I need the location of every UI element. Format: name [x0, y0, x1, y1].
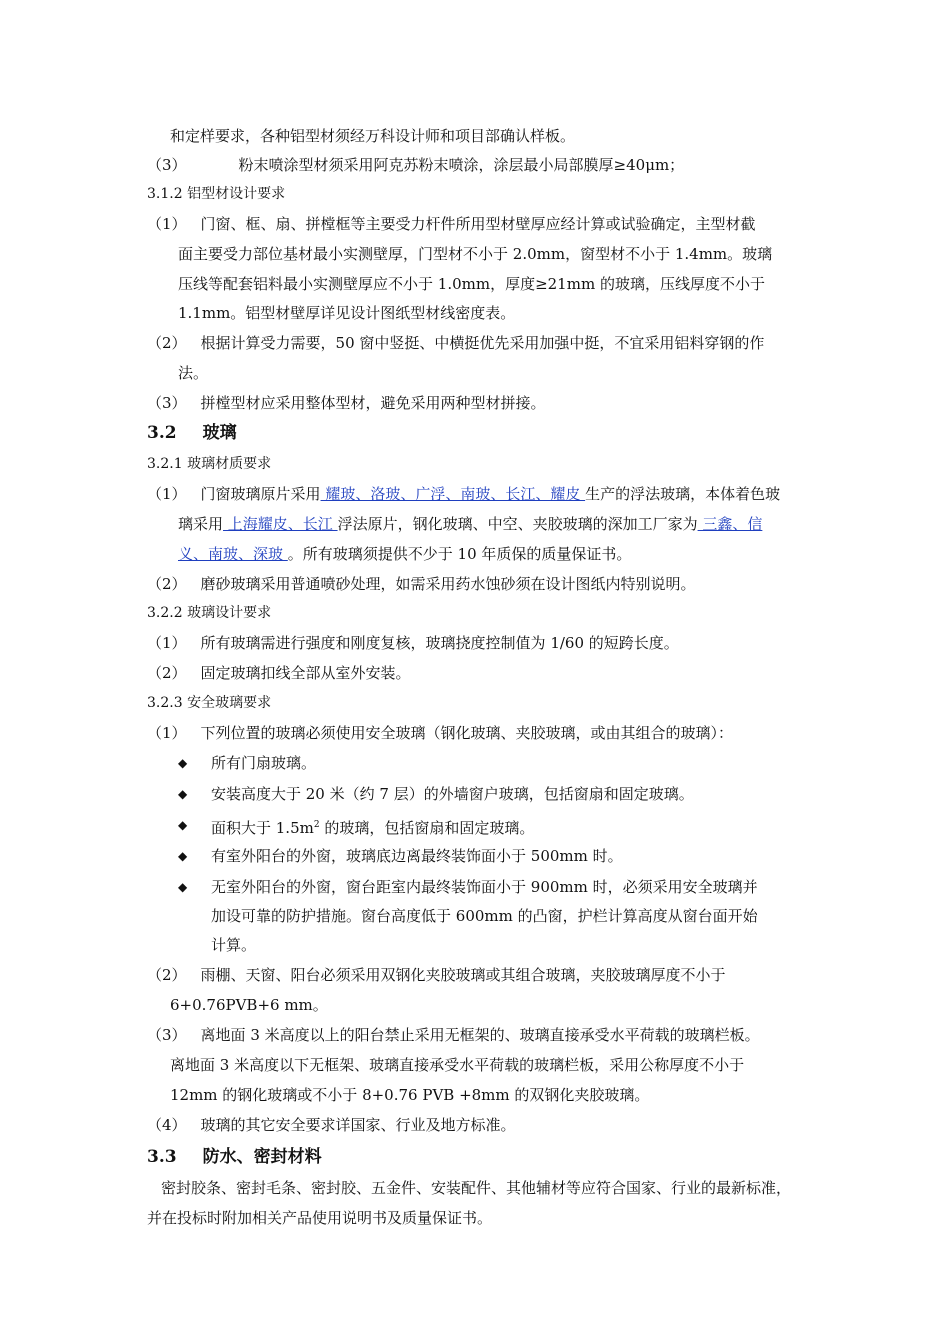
list-text: 磨砂玻璃采用普通喷砂处理，如需采用药水蚀砂须在设计图纸内特别说明。 [200, 575, 696, 593]
text-span: 浮法原片，钢化玻璃、中空、夹胶玻璃的深加工厂家为 [337, 515, 698, 533]
list-text: 根据计算受力需要，50 窗中竖挺、中横挺优先采用加强中挺，不宜采用铝料穿钢的作 [200, 334, 765, 352]
list-text: 门窗、框、扇、拼樘框等主要受力杆件所用型材壁厚应经计算或试验确定，主型材截 [200, 215, 756, 233]
subsection-heading: 3.2.2 玻璃设计要求 [147, 605, 272, 621]
superscript: 2 [313, 820, 320, 830]
list-item [147, 1025, 760, 1045]
paragraph-line: 12mm 的钢化玻璃或不小于 8+0.76 PVB +8mm 的双钢化夹胶玻璃。 [170, 1086, 650, 1104]
list-text: 雨棚、天窗、阳台必须采用双钢化夹胶玻璃或其组合玻璃，夹胶玻璃厚度不小于 [200, 966, 726, 984]
paragraph-line: 法。 [178, 364, 209, 382]
subsection-heading: 3.2.3 安全玻璃要求 [147, 695, 272, 711]
list-number: （1） [147, 485, 187, 503]
list-text: 固定玻璃扣线全部从室外安装。 [200, 664, 411, 682]
list-number: （2） [147, 966, 187, 984]
diamond-bullet-icon: ◆ [178, 818, 188, 832]
list-item [147, 214, 756, 234]
list-number: （2） [147, 334, 187, 352]
paragraph-line: 和定样要求，各种铝型材须经万科设计师和项目部确认样板。 [170, 127, 576, 145]
text-span: 璃采用 [178, 515, 224, 533]
bullet-text: 计算。 [211, 936, 257, 954]
list-number: （1） [147, 724, 187, 742]
paragraph-line: 1.1mm。铝型材壁厚详见设计图纸型材线密度表。 [178, 304, 516, 322]
manufacturer-link[interactable]: 义、南玻、深玻 [178, 545, 288, 563]
list-item [147, 155, 684, 175]
list-text: 粉末喷涂型材须采用阿克苏粉末喷涂，涂层最小局部膜厚≥40μm； [238, 156, 685, 174]
manufacturer-link[interactable]: 上海耀皮、长江 [223, 515, 338, 533]
paragraph-line [178, 514, 762, 534]
paragraph-line: 密封胶条、密封毛条、密封胶、五金件、安装配件、其他辅材等应符合国家、行业的最新标准， [161, 1179, 792, 1197]
bullet-text: 有室外阳台的外窗，玻璃底边离最终装饰面小于 500mm 时。 [211, 847, 623, 865]
subsection-heading: 3.1.2 铝型材设计要求 [147, 186, 286, 202]
list-number: （1） [147, 634, 187, 652]
list-text: 门窗玻璃原片采用 [200, 485, 321, 503]
paragraph-line: 6+0.76PVB+6 mm。 [170, 996, 328, 1014]
list-item [147, 574, 696, 594]
list-text: 所有玻璃需进行强度和刚度复核，玻璃挠度控制值为 1/60 的短跨长度。 [200, 634, 679, 652]
subsection-heading: 3.2.1 玻璃材质要求 [147, 456, 272, 472]
list-item [147, 393, 546, 413]
manufacturer-link[interactable]: 耀玻、洛玻、广浮、南玻、长江、耀皮 [320, 485, 586, 503]
section-title: 玻璃 [202, 423, 237, 443]
bullet-text [211, 815, 534, 838]
list-item [147, 484, 780, 504]
list-text: 离地面 3 米高度以上的阳台禁止采用无框架的、玻璃直接承受水平荷载的玻璃栏板。 [200, 1026, 760, 1044]
list-number: （3） [147, 394, 187, 412]
paragraph-line: 面主要受力部位基材最小实测壁厚，门型材不小于 2.0mm，窗型材不小于 1.4mm。玻璃 [178, 245, 773, 263]
list-text: 玻璃的其它安全要求详国家、行业及地方标准。 [200, 1116, 516, 1134]
section-number: 3.2 [147, 423, 177, 443]
bullet-text: 所有门扇玻璃。 [211, 754, 317, 772]
section-heading [147, 422, 237, 444]
section-heading [147, 1146, 322, 1168]
list-number: （3） [147, 1026, 187, 1044]
diamond-bullet-icon: ◆ [178, 756, 188, 770]
list-item [147, 663, 411, 683]
list-number: （3） [147, 156, 187, 174]
list-text: 拼樘型材应采用整体型材，避免采用两种型材拼接。 [200, 394, 546, 412]
manufacturer-link[interactable]: 三鑫、信 [697, 515, 763, 533]
list-item [147, 1115, 516, 1135]
list-number: （2） [147, 575, 187, 593]
paragraph-line [178, 544, 631, 564]
text-span: 的玻璃，包括窗扇和固定玻璃。 [319, 819, 535, 837]
list-text: 生产的浮法玻璃，本体着色玻 [585, 485, 781, 503]
diamond-bullet-icon: ◆ [178, 787, 188, 801]
paragraph-line: 并在投标时附加相关产品使用说明书及质量保证书。 [147, 1209, 493, 1227]
bullet-text: 无室外阳台的外窗，窗台距室内最终装饰面小于 900mm 时，必须采用安全玻璃并 [211, 878, 758, 896]
list-item [147, 965, 726, 985]
bullet-text: 加设可靠的防护措施。窗台高度低于 600mm 的凸窗，护栏计算高度从窗台面开始 [211, 907, 758, 925]
section-title: 防水、密封材料 [202, 1147, 322, 1167]
list-number: （1） [147, 215, 187, 233]
text-span: 。所有玻璃须提供不少于 10 年质保的质量保证书。 [287, 545, 632, 563]
list-number: （2） [147, 664, 187, 682]
list-number: （4） [147, 1116, 187, 1134]
text-span: 面积大于 1.5m [211, 819, 314, 837]
bullet-text: 安装高度大于 20 米（约 7 层）的外墙窗户玻璃，包括窗扇和固定玻璃。 [211, 785, 694, 803]
list-item [147, 723, 733, 743]
list-item [147, 333, 764, 353]
paragraph-line: 压线等配套铝料最小实测壁厚应不小于 1.0mm，厚度≥21mm 的玻璃，压线厚度不小于 [178, 275, 765, 293]
paragraph-line: 离地面 3 米高度以下无框架、玻璃直接承受水平荷载的玻璃栏板，采用公称厚度不小于 [170, 1056, 745, 1074]
section-number: 3.3 [147, 1147, 177, 1167]
list-text: 下列位置的玻璃必须使用安全玻璃（钢化玻璃、夹胶玻璃，或由其组合的玻璃）： [200, 724, 734, 742]
list-item [147, 633, 679, 653]
diamond-bullet-icon: ◆ [178, 880, 188, 894]
diamond-bullet-icon: ◆ [178, 849, 188, 863]
